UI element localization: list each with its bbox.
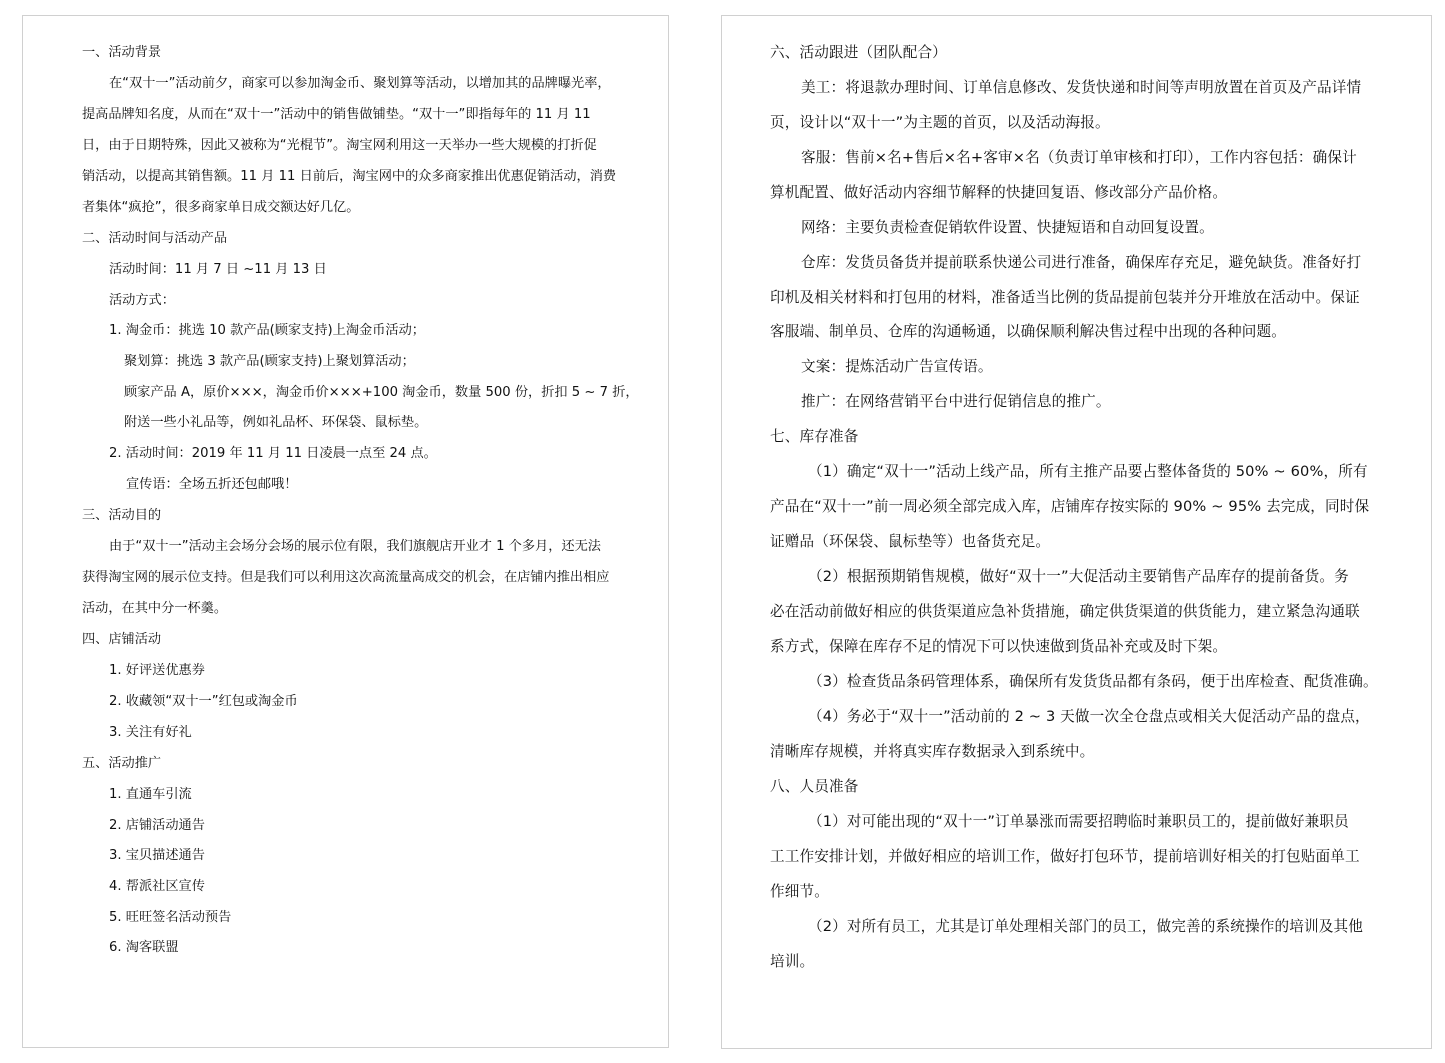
paragraph-line: 在“双十一”活动前夕，商家可以参加淘金币、聚划算等活动，以增加其的品牌曝光率， xyxy=(109,76,611,91)
section-heading: 一、活动背景 xyxy=(82,45,162,60)
paragraph-line: 活动方式： xyxy=(109,293,175,308)
paragraph-line: 工工作安排计划，并做好相应的培训工作，做好打包环节，提前培训好相关的打包贴面单工 xyxy=(770,848,1360,865)
paragraph-line: 页，设计以“双十一”为主题的首页，以及活动海报。 xyxy=(770,114,1110,131)
paragraph-line: 印机及相关材料和打包用的材料，准备适当比例的货品提前包装并分开堆放在活动中。保证 xyxy=(770,289,1360,306)
paragraph-line: 客服：售前×名+售后×名+客审×名（负责订单审核和打印），工作内容包括：确保计 xyxy=(801,149,1357,166)
list-item: 3. 关注有好礼 xyxy=(109,725,192,740)
paragraph-line: 活动时间：11 月 7 日 ~11 月 13 日 xyxy=(109,262,327,277)
paragraph-line: （4）务必于“双十一”活动前的 2 ~ 3 天做一次全仓盘点或相关大促活动产品的盘点， xyxy=(808,708,1370,725)
paragraph-line: 宣传语：全场五折还包邮哦！ xyxy=(126,477,298,492)
paragraph-line: 附送一些小礼品等，例如礼品杯、环保袋、鼠标垫。 xyxy=(124,415,428,430)
paragraph-line: 销活动，以提高其销售额。11 月 11 日前后，淘宝网中的众多商家推出优惠促销活动，消费 xyxy=(82,169,617,184)
paragraph-line: 活动，在其中分一杯羹。 xyxy=(82,601,228,616)
list-item: 1. 好评送优惠券 xyxy=(109,663,205,678)
paragraph-line: 仓库：发货员备货并提前联系快递公司进行准备，确保库存充足，避免缺货。准备好打 xyxy=(801,254,1362,271)
paragraph-line: 顾家产品 A，原价×××，淘金币价×××+100 淘金币，数量 500 份，折扣 5 ~ 7 折， xyxy=(124,385,639,400)
paragraph-line: 网络：主要负责检查促销软件设置、快捷短语和自动回复设置。 xyxy=(801,219,1214,236)
paragraph-line: 日，由于日期特殊，因此又被称为“光棍节”。淘宝网利用这一天举办一些大规模的打折促 xyxy=(82,138,597,153)
list-item: 1. 淘金币：挑选 10 款产品(顾家支持)上淘金币活动； xyxy=(109,323,425,338)
paragraph-line: 文案：提炼活动广告宣传语。 xyxy=(801,358,993,375)
paragraph-line: 产品在“双十一”前一周必须全部完成入库，店铺库存按实际的 90% ~ 95% 去完成，同时保 xyxy=(770,498,1370,515)
paragraph-line: 证赠品（环保袋、鼠标垫等）也备货充足。 xyxy=(770,533,1051,550)
paragraph-line: 作细节。 xyxy=(770,883,829,900)
paragraph-line: 系方式，保障在库存不足的情况下可以快速做到货品补充或及时下架。 xyxy=(770,638,1228,655)
paragraph-line: （2）对所有员工，尤其是订单处理相关部门的员工，做完善的系统操作的培训及其他 xyxy=(808,918,1363,935)
paragraph-line: （1）确定“双十一”活动上线产品，所有主推产品要占整体备货的 50% ~ 60%，所有 xyxy=(808,463,1368,480)
list-item: 3. 宝贝描述通告 xyxy=(109,848,205,863)
list-item: 2. 活动时间：2019 年 11 月 11 日凌晨一点至 24 点。 xyxy=(109,446,437,461)
paragraph-line: 清晰库存规模，并将真实库存数据录入到系统中。 xyxy=(770,743,1095,760)
section-heading: 六、活动跟进（团队配合） xyxy=(770,44,947,61)
paragraph-line: 者集体“疯抢”，很多商家单日成交额达好几亿。 xyxy=(82,200,360,215)
paragraph-line: 聚划算：挑选 3 款产品(顾家支持)上聚划算活动； xyxy=(124,354,415,369)
paragraph-line: （3）检查货品条码管理体系，确保所有发货货品都有条码，便于出库检查、配货准确。 xyxy=(808,673,1378,690)
document-page-right xyxy=(721,15,1432,1049)
paragraph-line: 算机配置、做好活动内容细节解释的快捷回复语、修改部分产品价格。 xyxy=(770,184,1228,201)
paragraph-line: （2）根据预期销售规模，做好“双十一”大促活动主要销售产品库存的提前备货。务 xyxy=(808,568,1349,585)
paragraph-line: 推广：在网络营销平台中进行促销信息的推广。 xyxy=(801,393,1111,410)
section-heading: 二、活动时间与活动产品 xyxy=(82,231,228,246)
section-heading: 四、店铺活动 xyxy=(82,632,162,647)
section-heading: 五、活动推广 xyxy=(82,756,162,771)
section-heading: 八、人员准备 xyxy=(770,778,859,795)
paragraph-line: （1）对可能出现的“双十一”订单暴涨而需要招聘临时兼职员工的，提前做好兼职员 xyxy=(808,813,1349,830)
paragraph-line: 由于“双十一”活动主会场分会场的展示位有限，我们旗舰店开业才 1 个多月，还无法 xyxy=(109,539,601,554)
paragraph-line: 必在活动前做好相应的供货渠道应急补货措施，确定供货渠道的供货能力，建立紧急沟通联 xyxy=(770,603,1360,620)
list-item: 2. 店铺活动通告 xyxy=(109,818,205,833)
list-item: 1. 直通车引流 xyxy=(109,787,192,802)
section-heading: 七、库存准备 xyxy=(770,428,859,445)
paragraph-line: 客服端、制单员、仓库的沟通畅通，以确保顺利解决售过程中出现的各种问题。 xyxy=(770,323,1287,340)
list-item: 4. 帮派社区宣传 xyxy=(109,879,205,894)
paragraph-line: 美工：将退款办理时间、订单信息修改、发货快递和时间等声明放置在首页及产品详情 xyxy=(801,79,1362,96)
document-page-left xyxy=(22,15,669,1048)
section-heading: 三、活动目的 xyxy=(82,508,162,523)
paragraph-line: 获得淘宝网的展示位支持。但是我们可以利用这次高流量高成交的机会，在店铺内推出相应 xyxy=(82,570,610,585)
list-item: 2. 收藏领“双十一”红包或淘金币 xyxy=(109,694,298,709)
list-item: 5. 旺旺签名活动预告 xyxy=(109,910,232,925)
paragraph-line: 培训。 xyxy=(770,953,815,970)
list-item: 6. 淘客联盟 xyxy=(109,940,179,955)
paragraph-line: 提高品牌知名度，从而在“双十一”活动中的销售做铺垫。“双十一”即指每年的 11 月 11 xyxy=(82,107,591,122)
